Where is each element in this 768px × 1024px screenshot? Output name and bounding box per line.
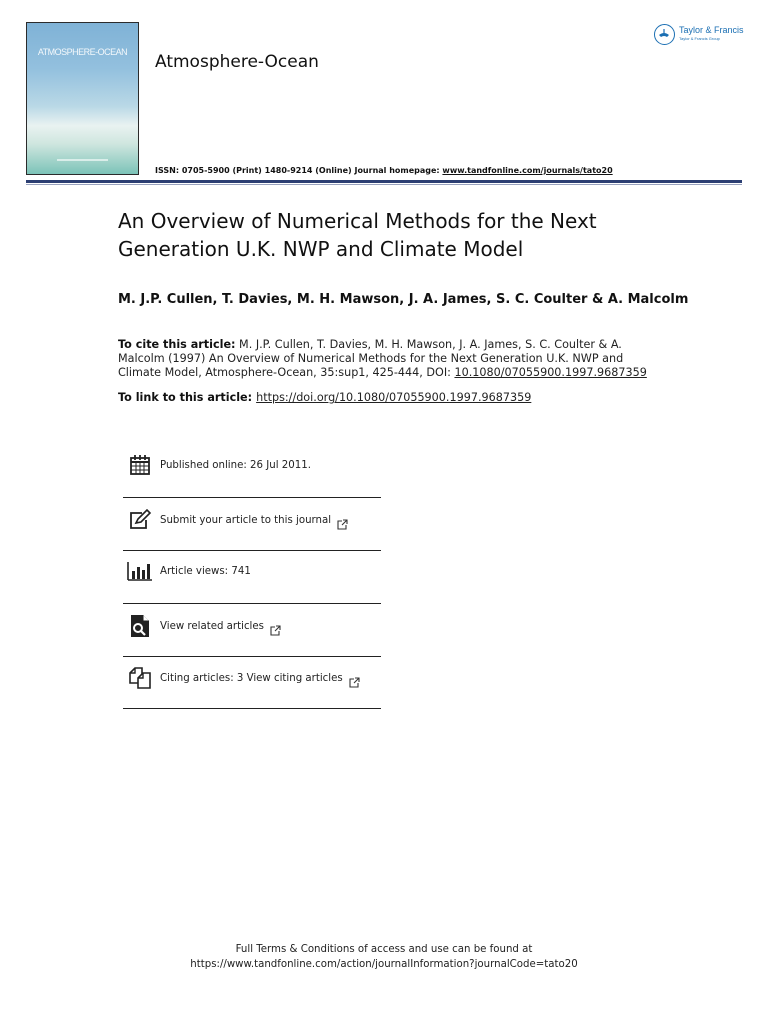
issn-line [155, 166, 613, 175]
article-views-text: Article views: 741 [160, 565, 251, 577]
published-online-text: Published online: 26 Jul 2011. [160, 459, 311, 471]
cover-title: ATMOSPHERE-OCEAN [37, 47, 128, 57]
citing-articles-item[interactable] [123, 668, 381, 688]
submit-article-text[interactable]: Submit your article to this journal [160, 514, 332, 526]
edit-icon [127, 507, 153, 533]
footer [0, 942, 768, 972]
publisher-logo[interactable] [654, 22, 746, 48]
published-online-item [123, 455, 381, 475]
cover-strip [57, 159, 108, 161]
external-link-icon [270, 621, 281, 632]
publisher-logo-icon [654, 24, 675, 45]
external-link-icon [349, 673, 360, 684]
submit-article-item[interactable] [123, 510, 381, 530]
divider [123, 603, 381, 604]
divider [123, 656, 381, 657]
header-rule [26, 180, 742, 183]
journal-cover-image [26, 22, 139, 175]
header-rule-thin [26, 184, 742, 185]
citing-articles-text[interactable]: Citing articles: 3 View citing articles [160, 672, 343, 684]
cite-label: To cite this article: [118, 338, 236, 351]
issn-text: ISSN: 0705-5900 (Print) 1480-9214 (Online) Journal homepage: [155, 166, 443, 175]
divider [123, 550, 381, 551]
footer-line-1: Full Terms & Conditions of access and use can be found at [235, 944, 533, 955]
related-articles-text[interactable]: View related articles [160, 620, 264, 632]
article-views-item [123, 561, 381, 581]
calendar-icon [127, 452, 153, 478]
search-document-icon [127, 613, 153, 639]
journal-name: Atmosphere-Ocean [155, 52, 319, 72]
bar-chart-icon [127, 558, 153, 584]
divider [123, 708, 381, 709]
publisher-group: Taylor & Francis Group [679, 36, 720, 41]
link-label: To link to this article: [118, 391, 253, 404]
article-title: An Overview of Numerical Methods for the Next Generation U.K. NWP and Climate Model [118, 209, 597, 261]
divider [123, 497, 381, 498]
footer-terms-link[interactable]: https://www.tandfonline.com/action/journalInformation?journalCode=tato20 [190, 959, 578, 970]
related-articles-item[interactable] [123, 616, 381, 636]
publisher-name: Taylor & Francis [679, 25, 744, 35]
link-line [118, 391, 531, 404]
cite-text: M. J.P. Cullen, T. Davies, M. H. Mawson, J. A. James, S. C. Coulter & A. Malcolm (1997) An Overview of Numerical Methods for the Next Generation U.K. NWP and Climate Model, Atmosphere-Ocean, 35:sup1, 425-444, DOI: [118, 338, 624, 379]
cite-doi-link[interactable]: 10.1080/07055900.1997.9687359 [454, 366, 647, 379]
external-link-icon [337, 515, 348, 526]
doi-link[interactable]: https://doi.org/10.1080/07055900.1997.9687359 [256, 391, 532, 404]
citing-documents-icon [127, 665, 153, 691]
article-authors: M. J.P. Cullen, T. Davies, M. H. Mawson, J. A. James, S. C. Coulter & A. Malcolm [118, 292, 689, 307]
journal-homepage-link[interactable]: www.tandfonline.com/journals/tato20 [442, 166, 613, 175]
citation-block [118, 338, 658, 380]
